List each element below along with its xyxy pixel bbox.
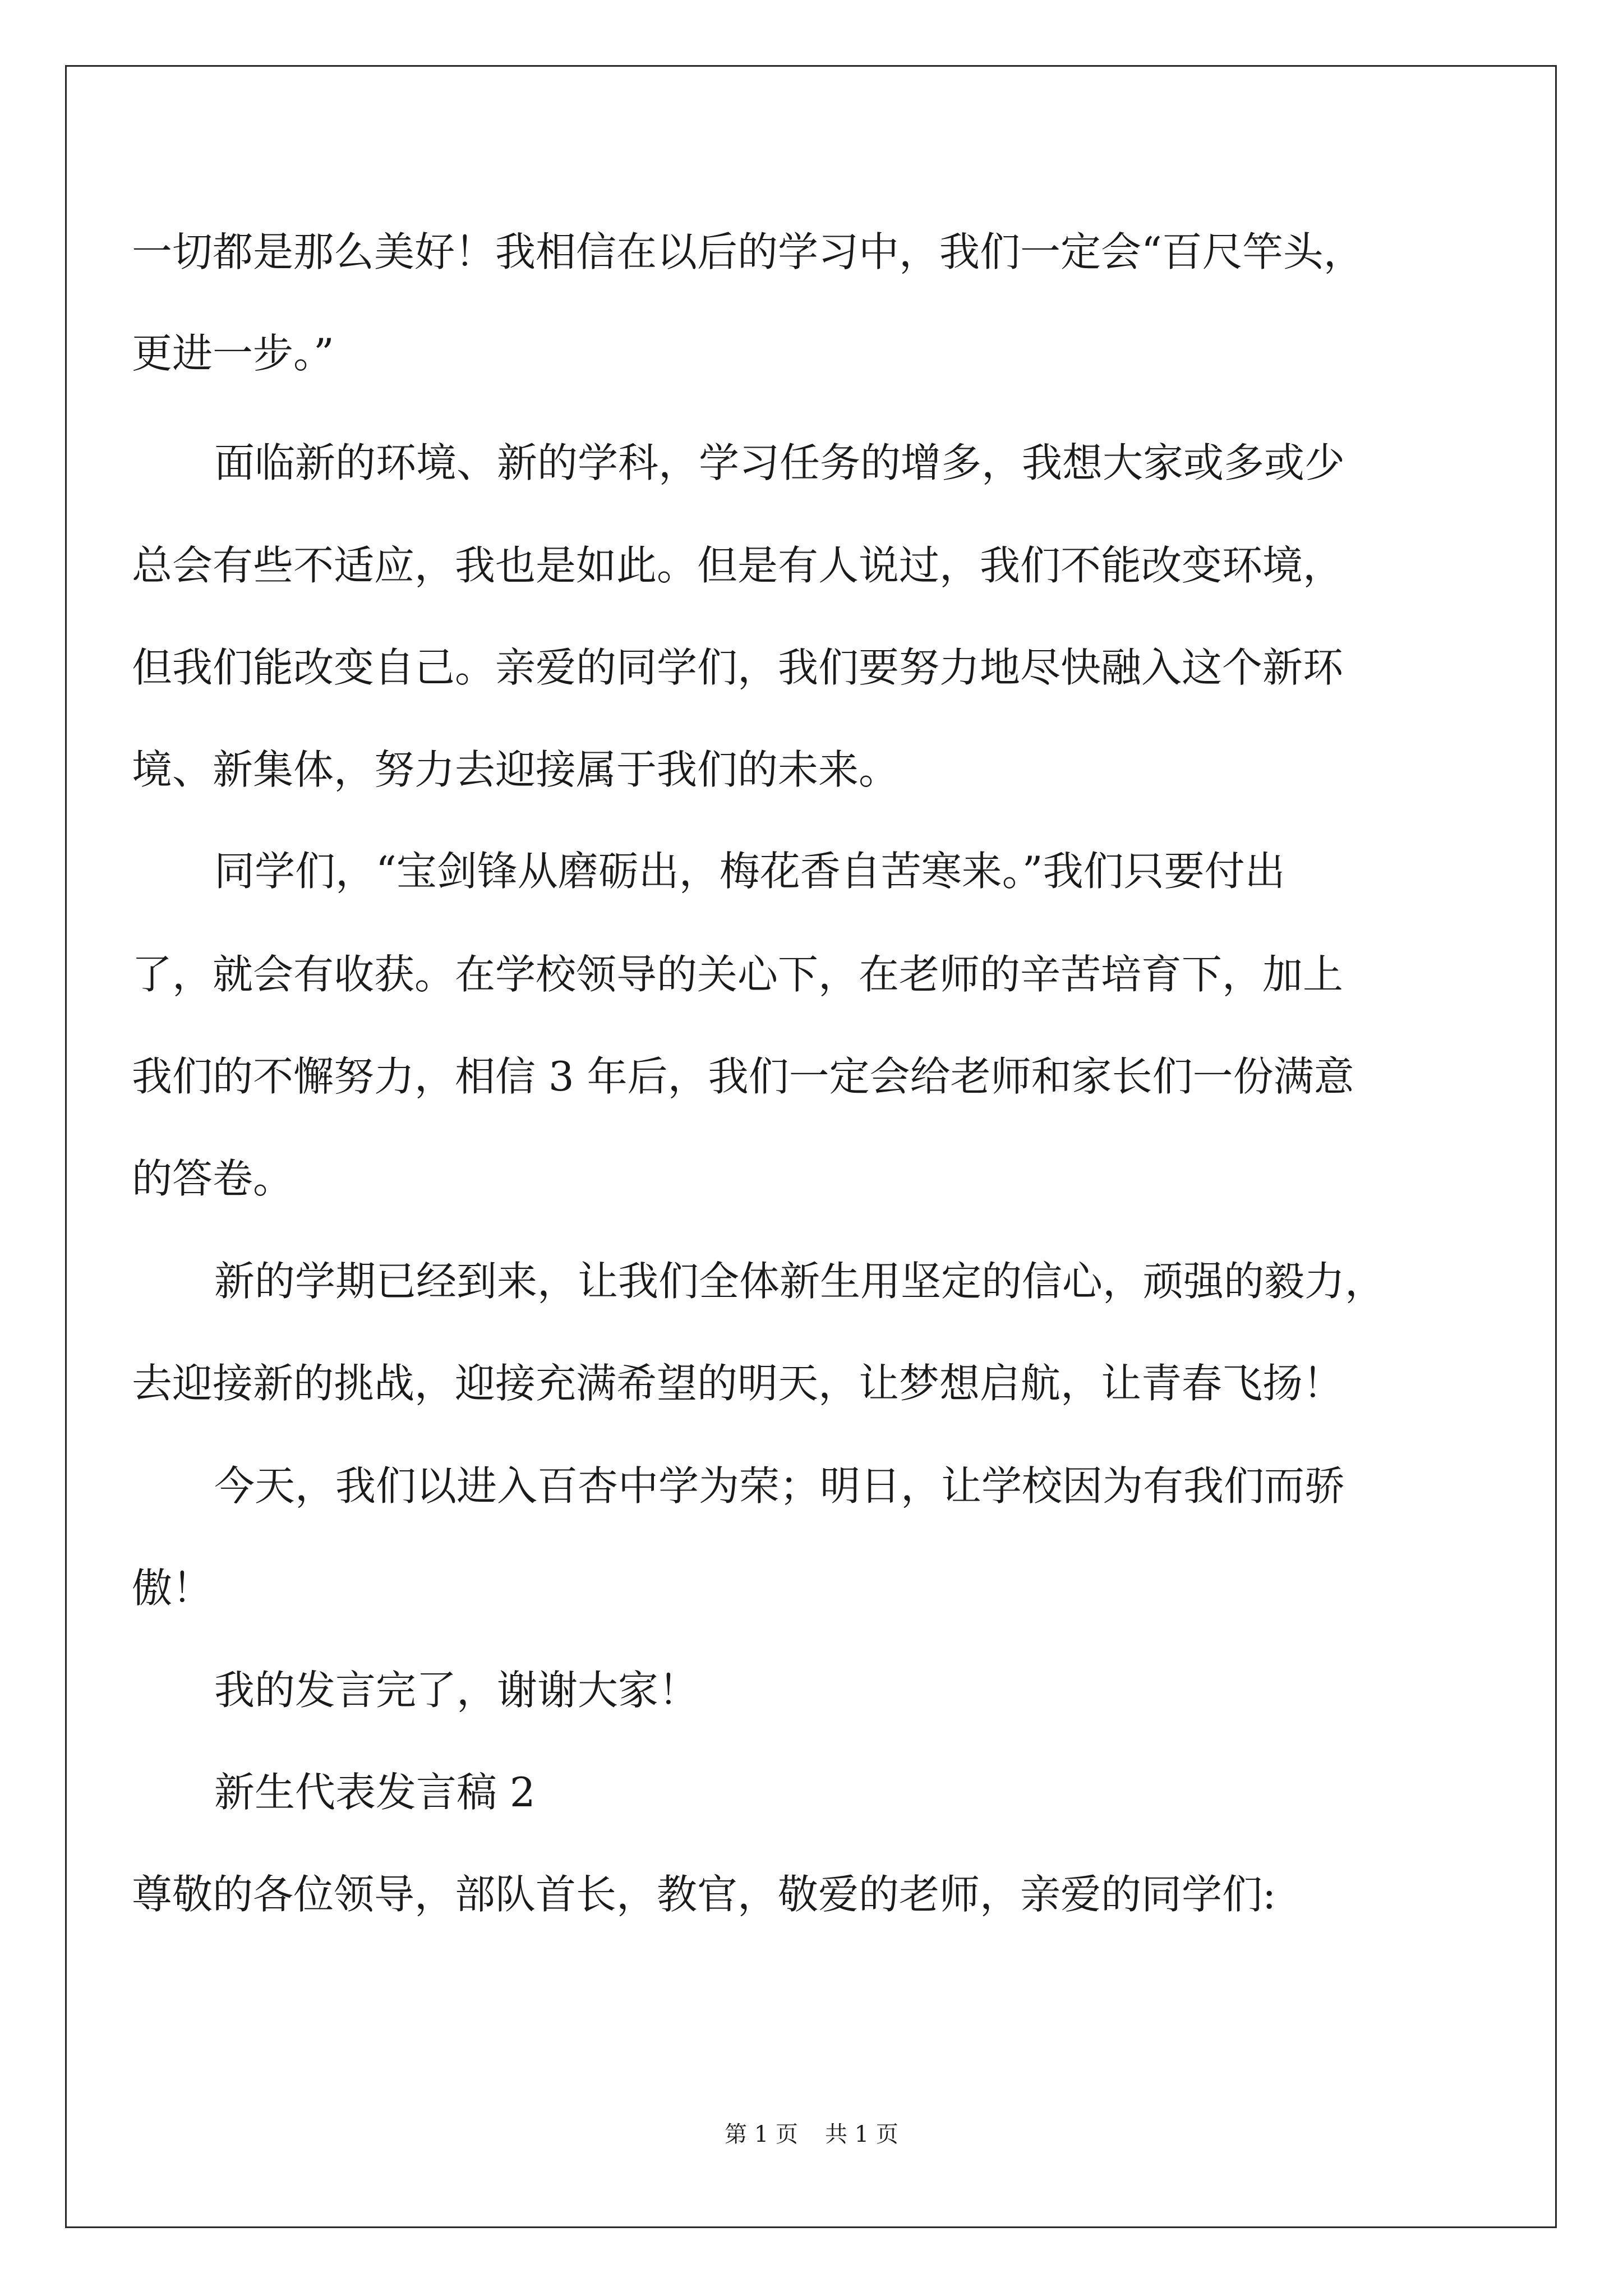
paragraph-start-line: 我的发言完了，谢谢大家！ [214, 1667, 699, 1714]
text-line: 我们的不懈努力，相信 3 年后，我们一定会给老师和家长们一份满意 [132, 1053, 1354, 1100]
text-line: 一切都是那么美好！我相信在以后的学习中，我们一定会“百尺竿头， [132, 228, 1364, 275]
text-line: 更进一步。” [132, 330, 334, 377]
text-line: 了，就会有收获。在学校领导的关心下，在老师的辛苦培育下，加上 [132, 951, 1344, 998]
text-line: 总会有些不适应，我也是如此。但是有人说过，我们不能改变环境， [132, 542, 1344, 589]
page-footer [0, 2123, 1623, 2146]
text-line: 傲！ [132, 1565, 213, 1612]
paragraph-start-line: 面临新的环境、新的学科，学习任务的增多，我想大家或多或少 [214, 439, 1345, 486]
paragraph-start-line: 今天，我们以进入百杏中学为荣；明日，让学校因为有我们而骄 [214, 1462, 1345, 1510]
paragraph-start-line: 同学们，“宝剑锋从磨砺出，梅花香自苦寒来。”我们只要付出 [214, 848, 1285, 895]
text-line: 但我们能改变自己。亲爱的同学们，我们要努力地尽快融入这个新环 [132, 644, 1344, 691]
section-heading: 新生代表发言稿 2 [214, 1769, 536, 1816]
text-line: 去迎接新的挑战，迎接充满希望的明天，让梦想启航，让青春飞扬！ [132, 1360, 1344, 1407]
page-total: 共 1 页 [825, 2122, 898, 2147]
paragraph-start-line: 新的学期已经到来，让我们全体新生用坚定的信心，顽强的毅力， [214, 1258, 1386, 1305]
text-line: 境、新集体，努力去迎接属于我们的未来。 [132, 746, 900, 793]
text-line: 的答卷。 [132, 1155, 294, 1202]
page-number: 第 1 页 [725, 2122, 798, 2147]
salutation-line: 尊敬的各位领导，部队首长，教官，敬爱的老师，亲爱的同学们: [132, 1871, 1276, 1918]
